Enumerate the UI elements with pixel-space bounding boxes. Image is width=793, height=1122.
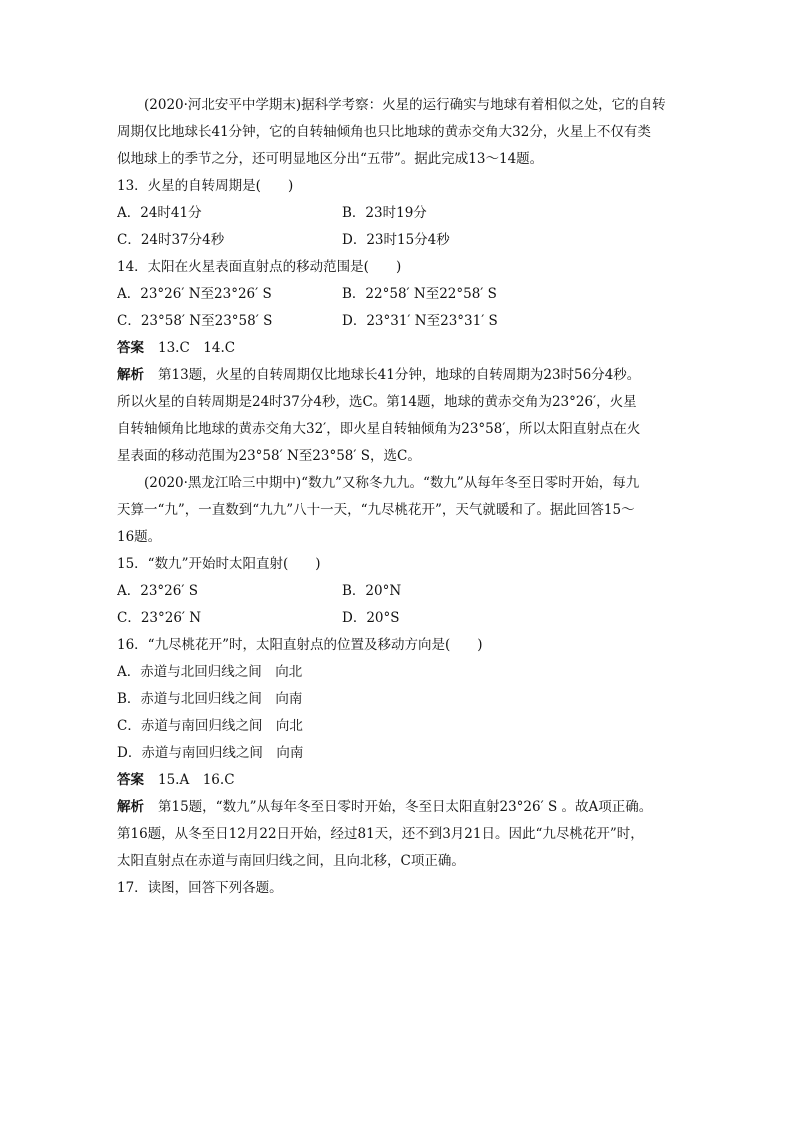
question-14 bbox=[117, 254, 677, 335]
passage-line: 16题。 bbox=[117, 529, 162, 545]
option-c: C．24时37分4秒 bbox=[117, 232, 225, 248]
passage-line: 似地球上的季节之分，还可明显地区分出“五带”。据此完成13～14题。 bbox=[117, 151, 544, 167]
answer-block bbox=[117, 767, 677, 794]
options-row bbox=[117, 605, 677, 632]
options-row bbox=[117, 200, 677, 227]
analysis-line: 第16题，从冬至日12月22日开始，经过81天，还不到3月21日。因此“九尽桃花开”时， bbox=[117, 826, 644, 842]
option-c: C．23°26′ N bbox=[117, 610, 202, 626]
answer-block bbox=[117, 335, 677, 362]
analysis-block bbox=[117, 362, 677, 470]
options-row bbox=[117, 227, 677, 254]
option-a: A．23°26′ N至23°26′ S bbox=[117, 286, 272, 302]
analysis-line: 所以火星的自转周期是24时37分4秒，选C。第14题，地球的黄赤交角为23°26′，火星 bbox=[117, 394, 637, 410]
passage-line: (2020·河北安平中学期末)据科学考察：火星的运行确实与地球有着相似之处，它的自转 bbox=[144, 97, 666, 113]
analysis-label: 解析 bbox=[117, 367, 144, 383]
question-stem: 15．“数九”开始时太阳直射( ) bbox=[117, 556, 321, 572]
option-c: C．赤道与南回归线之间 向北 bbox=[117, 718, 303, 734]
options-row bbox=[117, 281, 677, 308]
options-row bbox=[117, 308, 677, 335]
passage-line: 天算一“九”，一直数到“九九”八十一天，“九尽桃花开”，天气就暖和了。据此回答15～ bbox=[117, 502, 635, 518]
option-a: A．24时41分 bbox=[117, 205, 202, 221]
analysis-line: 自转轴倾角比地球的黄赤交角大32′，即火星自转轴倾角为23°58′，所以太阳直射点在火 bbox=[117, 421, 641, 437]
option-d: D．赤道与南回归线之间 向南 bbox=[117, 745, 304, 761]
option-c: C．23°58′ N至23°58′ S bbox=[117, 313, 273, 329]
question-stem: 14．太阳在火星表面直射点的移动范围是( ) bbox=[117, 259, 402, 275]
analysis-block bbox=[117, 794, 677, 875]
question-17-stem: 17．读图，回答下列各题。 bbox=[117, 880, 283, 896]
analysis-line: 第15题，“数九”从每年冬至日零时开始，冬至日太阳直射23°26′ S 。故A项正确。 bbox=[158, 799, 653, 815]
option-a: A．赤道与北回归线之间 向北 bbox=[117, 664, 303, 680]
question-13 bbox=[117, 173, 677, 254]
option-b: B．23时19分 bbox=[342, 205, 427, 221]
analysis-line: 第13题，火星的自转周期仅比地球长41分钟，地球的自转周期为23时56分4秒。 bbox=[158, 367, 641, 383]
option-a: A．23°26′ S bbox=[117, 583, 198, 599]
answer-label: 答案 bbox=[117, 772, 144, 788]
question-stem: 13．火星的自转周期是( ) bbox=[117, 178, 294, 194]
document-body bbox=[117, 92, 677, 902]
answer-text: 13.C 14.C bbox=[158, 340, 236, 356]
answer-text: 15.A 16.C bbox=[158, 772, 235, 788]
passage-line: 周期仅比地球长41分钟，它的自转轴倾角也只比地球的黄赤交角大32分，火星上不仅有类 bbox=[117, 124, 651, 140]
question-15 bbox=[117, 551, 677, 632]
analysis-line: 星表面的移动范围为23°58′ N至23°58′ S，选C。 bbox=[117, 448, 421, 464]
answer-label: 答案 bbox=[117, 340, 144, 356]
options-row bbox=[117, 578, 677, 605]
option-b: B．22°58′ N至22°58′ S bbox=[342, 286, 497, 302]
question-stem: 16．“九尽桃花开”时，太阳直射点的位置及移动方向是( ) bbox=[117, 637, 483, 653]
analysis-line: 太阳直射点在赤道与南回归线之间，且向北移，C项正确。 bbox=[117, 853, 465, 869]
passage-line: (2020·黑龙江哈三中期中)“数九”又称冬九九。“数九”从每年冬至日零时开始，每九 bbox=[144, 475, 640, 491]
option-d: D．23°31′ N至23°31′ S bbox=[342, 313, 498, 329]
option-b: B．赤道与北回归线之间 向南 bbox=[117, 691, 303, 707]
passage-shujiu bbox=[117, 470, 677, 551]
option-d: D．20°S bbox=[342, 610, 400, 626]
option-b: B．20°N bbox=[342, 583, 402, 599]
analysis-label: 解析 bbox=[117, 799, 144, 815]
option-d: D．23时15分4秒 bbox=[342, 232, 450, 248]
question-16 bbox=[117, 632, 677, 767]
passage-mars bbox=[117, 92, 677, 173]
